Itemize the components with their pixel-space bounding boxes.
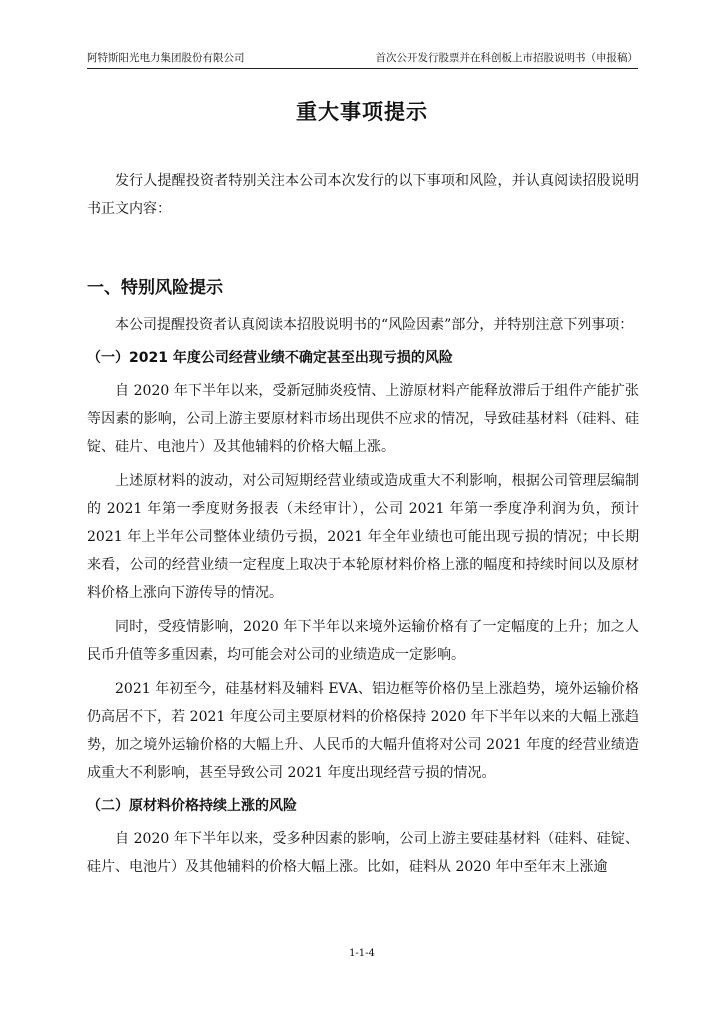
paragraph: 上述原材料的波动，对公司短期经营业绩或造成重大不利影响，根据公司管理层编制的 2021 年第一季度财务报表（未经审计），公司 2021 年第一季度净利润为负，预计 2021 年上半年公司整体业绩仍亏损，2021 年全年业绩也可能出现亏损的情况；中长期来看，公司的经营业绩一定程度上取决于本轮原材料价格上涨的幅度和持续时间以及原材料价格上涨向下游传导的情况。 [87,473,639,601]
header-document-title: 首次公开发行股票并在科创板上市招股说明书（申报稿） [375,52,638,64]
section-heading-special-risks: 一、特别风险提示 [87,278,223,298]
header-company-name: 阿特斯阳光电力集团股份有限公司 [87,52,245,64]
page-header [87,50,638,69]
section-intro-paragraph: 本公司提醒投资者认真阅读本招股说明书的“风险因素”部分，并特别注意下列事项： [115,317,634,333]
subsection-heading-performance-risk: （一）2021 年度公司经营业绩不确定甚至出现亏损的风险 [87,350,453,366]
page-title: 重大事项提示 [296,100,428,124]
document-body [87,167,639,881]
subsection-heading-material-price-risk: （二）原材料价格持续上涨的风险 [87,798,297,814]
intro-paragraph: 发行人提醒投资者特别关注本公司本次发行的以下事项和风险，并认真阅读招股说明书正文内容： [87,173,639,217]
paragraph: 自 2020 年下半年以来，受新冠肺炎疫情、上游原材料产能释放滞后于组件产能扩张等因素的影响，公司上游主要原材料市场出现供不应求的情况，导致硅基材料（硅料、硅锭、硅片、电池片）及其他辅料的价格大幅上涨。 [87,383,639,455]
paragraph: 自 2020 年下半年以来，受多种因素的影响，公司上游主要硅基材料（硅料、硅锭、硅片、电池片）及其他辅料的价格大幅上涨。比如，硅料从 2020 年中至年末上涨逾 [87,831,639,875]
paragraph: 同时，受疫情影响，2020 年下半年以来境外运输价格有了一定幅度的上升；加之人民币升值等多重因素，均可能会对公司的业绩造成一定影响。 [87,619,639,663]
paragraph: 2021 年初至今，硅基材料及辅料 EVA、铝边框等价格仍呈上涨趋势，境外运输价格仍高居不下，若 2021 年度公司主要原材料的价格保持 2020 年下半年以来的大幅上涨趋势，加之境外运输价格的大幅上升、人民币的大幅升值将对公司 2021 年度的经营业绩造成重大不利影响，甚至导致公司 2021 年度出现经营亏损的情况。 [87,681,639,781]
page-number: 1-1-4 [349,948,375,959]
